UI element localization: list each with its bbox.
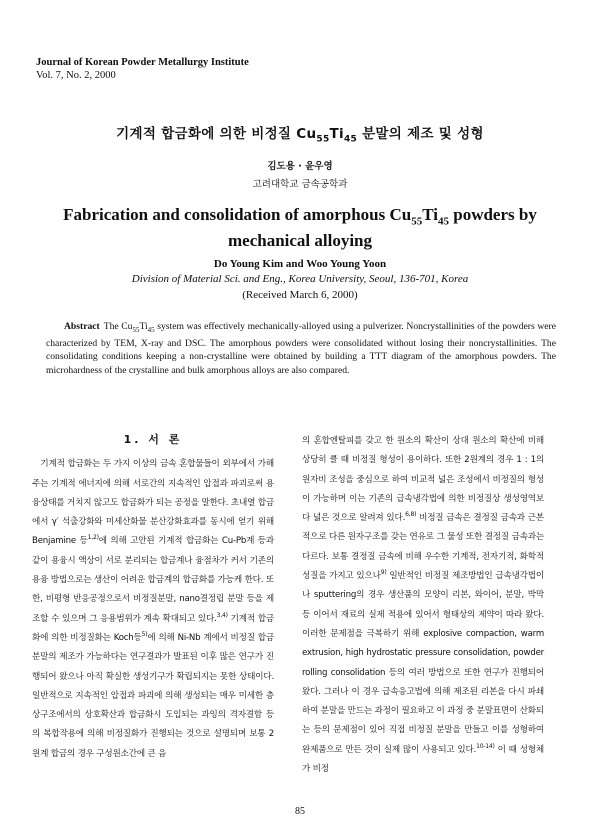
citation-ref[interactable]: 5) (141, 631, 148, 639)
english-title-ti: Ti (422, 205, 438, 224)
korean-title-sub-cu: 55 (316, 134, 330, 145)
english-affiliation: Division of Material Sci. and Eng., Korea University, Seoul, 136-701, Korea (131, 273, 469, 285)
citation-ref[interactable]: 6,8) (405, 511, 417, 519)
english-title-sub-cu: 55 (411, 215, 423, 228)
english-authors: Do Young Kim and Woo Young Yoon (213, 258, 387, 270)
korean-affiliation: 고려대학교 금속공학과 (252, 179, 348, 190)
intro-paragraph (32, 455, 274, 764)
citation-ref[interactable]: 9) (380, 569, 387, 577)
abstract-text-start: The Cu (103, 321, 133, 332)
english-title-sub-ti: 45 (438, 215, 449, 228)
abstract-sub-cu: 55 (132, 325, 140, 334)
english-title-tail: powders by mechanical alloying (227, 205, 537, 251)
intro-text-5: 의 혼합엔탈피를 갖고 한 원소의 확산이 상대 원소의 확산에 비해 상당히 클 때 비정질 형성이 용이하다. 또한 2원계의 경우 1 : 1의 원자비 조성을 중심으로 하여 비교적 넓은 조성에서 비정질의 형성이 가능하며 이는 기존의 급속냉각법에 의한 비정질상 생성영역보다 넓은 것으로 알려져 있다. (302, 436, 544, 524)
korean-title-sub-ti: 45 (343, 134, 358, 145)
right-column (302, 432, 544, 779)
page-number: 85 (295, 806, 305, 817)
citation-ref[interactable]: 1,2) (87, 534, 99, 542)
citation-ref[interactable]: 10-14) (476, 742, 495, 750)
abstract-ti: Ti (139, 321, 148, 332)
abstract-label: Abstract (64, 321, 100, 332)
korean-authors: 김도용 · 윤우영 (267, 161, 333, 172)
journal-name: Journal of Korean Powder Metallurgy Institute (36, 57, 249, 68)
section-heading-introduction: 1. 서 론 (123, 433, 183, 446)
abstract-sub-ti: 45 (147, 325, 155, 334)
citation-ref[interactable]: 3,4) (216, 611, 228, 619)
english-title-text: Fabrication and consolidation of amorphous Cu (63, 205, 412, 224)
intro-text-3: 기계적 합금화에 의한 비정질화는 Koch등 (32, 613, 274, 643)
korean-title (0, 122, 600, 145)
english-title (40, 205, 560, 251)
korean-title-ti: Ti (329, 126, 344, 142)
left-column (32, 418, 274, 764)
intro-text-1: 기계적 합금화는 두 가지 이상의 금속 혼합물들이 외부에서 가해주는 기계적 에너지에 의해 서로간의 지속적인 압접과 파괴로써 용융상태를 거치지 않고도 합금화가 되는 공정을 말한다. 초내열 합금에서 γ′ 석출강화와 미세산화물 분산강화효과를 동시에 얻기 위해 Benjamine 등 (32, 459, 274, 547)
journal-header (36, 56, 249, 82)
abstract-text-body: system was effectively mechanically-alloyed using a pulverizer. Noncrystallinities of the powders were characterized by TEM, X-ray and DSC. The amorphous powders were consolidated without losing their noncrystallinities. The consolidating conditions keeping a non-crystalline were obtained by building a TTT diagram of the amorphous powders. The microhardness of the crystalline and bulk amorphous alloys are also compared. (46, 321, 556, 376)
received-date: (Received March 6, 2000) (242, 289, 358, 301)
intro-paragraph-continued (302, 432, 544, 779)
abstract (46, 320, 556, 377)
intro-text-2: 에 의해 고안된 기계적 합금화는 Cu-Pb계 등과 같이 용융시 액상이 서로 분리되는 합금계나 융점차가 커서 기존의 용융 방법으로는 생산이 어려운 합금계의 합금화를 가능케 한다. 또한, 비평형 반응공정으로서 비정질분말, nano결정립 분말 등을 제조할 수 있으며 그 응용범위가 계속 확대되고 있다. (32, 536, 274, 624)
korean-title-tail: 분말의 제조 및 성형 (357, 126, 484, 142)
korean-title-text: 기계적 합금화에 의한 비정질 Cu (116, 126, 317, 142)
intro-text-8: 이 때 성형체가 비정 (302, 744, 544, 775)
journal-volume: Vol. 7, No. 2, 2000 (36, 70, 116, 81)
intro-text-7: 일반적인 비정질 제조방법인 급속냉각법이나 sputtering의 경우 생산품의 모양이 리본, 와이어, 분말, 박막 등 이어서 재료의 실제 적용에 있어서 형태상의 제약이 따라 왔다. 이러한 문제점을 극복하기 위해 explosive compaction, warm extrusion, high hydrostatic pressure consolidation, powder rolling consolidation 등의 여러 방법으로 또한 연구가 진행되어 왔다. 그러나 이 경우 급속응고법에 의해 제조된 리본을 다시 파쇄하여 분말을 만드는 과정이 필요하고 이 과정 중 분말표면이 산화되는 등의 문제점이 있어 직접 비정질 분말을 만들고 이를 성형하여 완제품으로 만든 것이 실제 많이 사용되고 있다. (302, 571, 544, 755)
intro-text-4: 에 의해 Ni-Nb 계에서 비정질 합금분말의 제조가 가능하다는 연구결과가 발표된 이후 많은 연구가 진행되어 왔으나 아직 확실한 생성기구가 확립되지는 못한 상태이다. 일반적으로 지속적인 압접과 파괴에 의해 생성되는 매우 미세한 층상구조에서의 상호확산과 합금화시 도입되는 과잉의 격자결함 등의 복합작용에 의해 비정질화가 진행되는 것으로 설명되며 보통 2원계 합금의 경우 구성원소간에 큰 음 (32, 632, 275, 759)
intro-text-6: 비정질 금속은 결정질 금속과 근본적으로 다른 원자구조를 갖는 연유로 그 물성 또한 결정질 금속과는 다르다. 보통 결정질 금속에 비해 우수한 기계적, 전자기적, 화학적 성질을 가지고 있으나 (302, 513, 544, 582)
